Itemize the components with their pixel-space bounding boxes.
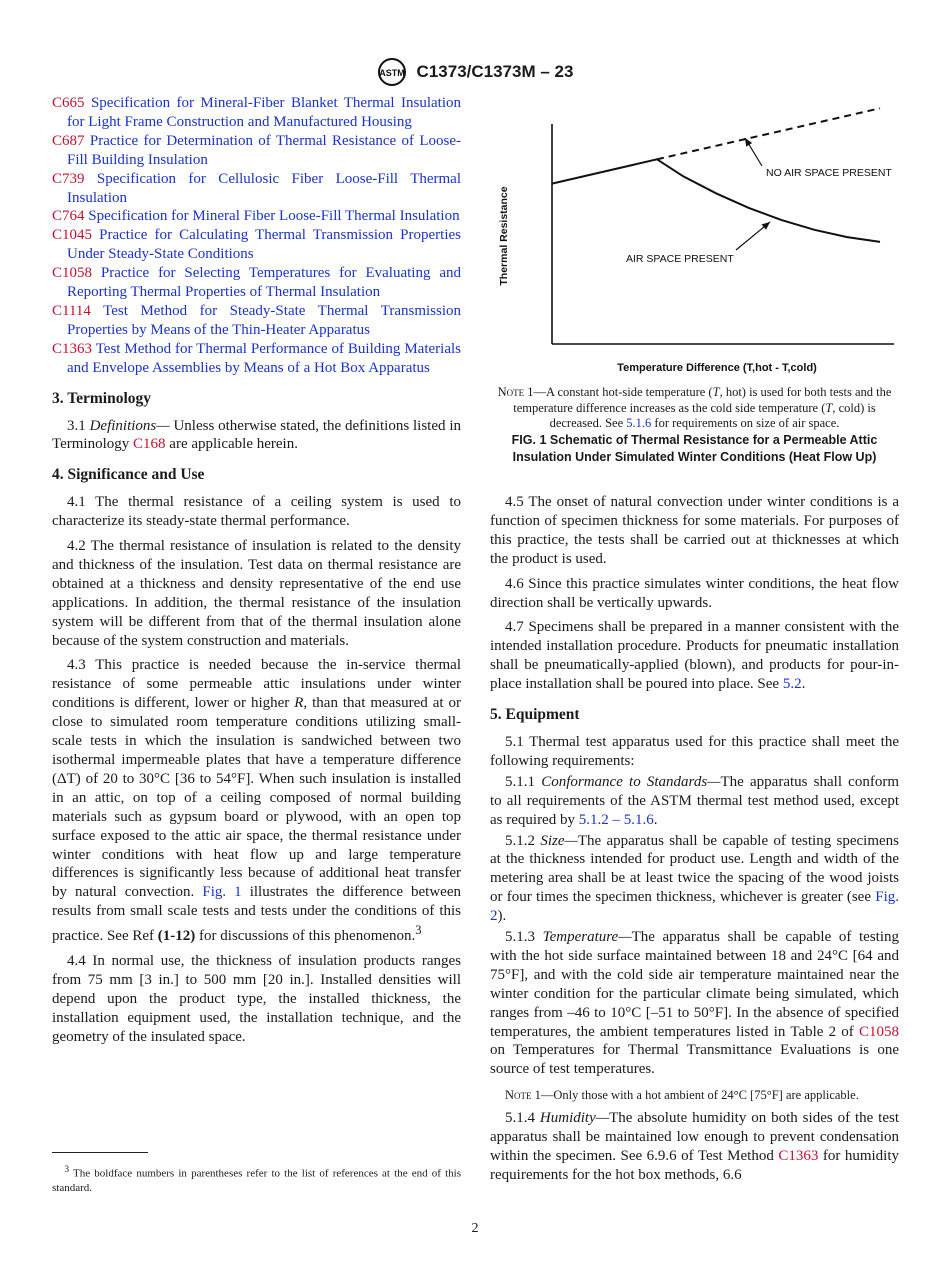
- paragraph-5-1-4: 5.1.4 Humidity—The absolute humidity on both sides of the test apparatus shall be maintained low enough to prevent condensation within the specimen. See 6.9.6 of Test Method C1363 for humidity requirements for the hot box methods, 6.6: [490, 1110, 900, 1183]
- figure-note: Note 1—A constant hot-side temperature (T, hot) is used for both tests and the temperature difference increases as the cold side temperature (T, cold) is decreased. See 5.1.6 for requirements on size of air space.: [497, 385, 892, 430]
- reference-title-link[interactable]: Test Method for Steady-State Thermal Transmission Properties by Means of the Thin-Heater Apparatus: [67, 302, 462, 338]
- section-heading-significance: 4. Significance and Use: [52, 466, 205, 484]
- y-axis-label: Thermal Resistance: [498, 186, 510, 286]
- reference-code-link[interactable]: C1363: [52, 340, 93, 357]
- paragraph-4-1: 4.1 The thermal resistance of a ceiling system is used to characterize its steady-state thermal performance.: [52, 494, 461, 530]
- svg-text:ASTM: ASTM: [378, 68, 405, 78]
- reference-link-c1058[interactable]: C1058: [858, 1023, 899, 1040]
- reference-code-link[interactable]: C1045: [52, 227, 93, 244]
- right-column: [490, 493, 899, 1191]
- paragraph-4-6: 4.6 Since this practice simulates winter conditions, the heat flow direction shall be vertically upwards.: [490, 575, 899, 611]
- figure-link-fig1[interactable]: Fig. 1: [202, 884, 242, 901]
- paragraph-5-1: 5.1 Thermal test apparatus used for this practice shall meet the following requirements:: [490, 733, 899, 769]
- reference-title-link[interactable]: Specification for Mineral Fiber Loose-Fill Thermal Insulation: [88, 208, 460, 225]
- section-link-5-1-6[interactable]: 5.1.6: [626, 416, 652, 430]
- document-title: C1373/C1373M – 23: [416, 62, 574, 81]
- figure-1-chart: [490, 96, 899, 378]
- footnote-rule: [52, 1152, 148, 1153]
- footnote: $^3$ The boldface numbers in parentheses refer to the list of references at the end of this standard.: [52, 1164, 461, 1195]
- annotation-no-air-space-arrowhead: [745, 138, 752, 147]
- page-header: [0, 57, 950, 87]
- reference-list: [52, 94, 461, 378]
- reference-item: [52, 94, 461, 132]
- section-heading-terminology: 3. Terminology: [52, 389, 152, 407]
- figure-link-fig2[interactable]: Fig. 2: [490, 889, 900, 925]
- reference-item: [52, 264, 461, 302]
- x-axis-label: Temperature Difference (T,hot - T,cold): [617, 362, 817, 374]
- reference-code-link[interactable]: C687: [52, 132, 85, 149]
- reference-code-link[interactable]: C739: [52, 170, 85, 187]
- reference-item: [52, 302, 461, 340]
- section-link-5-2[interactable]: 5.2: [782, 676, 802, 693]
- paragraph-4-2: 4.2 The thermal resistance of insulation is related to the density and thickness of the insulation. Test data on thermal resistance are obtained at a thickness and density representative of the end use applications. In addition, the thermal resistance of the insulation system will be different from that of the thermal insulation alone because of the system construction and materials.: [52, 538, 461, 649]
- reference-link-c1363[interactable]: C1363: [778, 1148, 819, 1165]
- page-number: 2: [471, 1221, 479, 1236]
- reference-title-link[interactable]: Practice for Calculating Thermal Transmission Properties Under Steady-State Conditions: [67, 227, 461, 263]
- paragraph-4-3: 4.3 This practice is needed because the in-service thermal resistance of some permeable attic insulations under winter conditions is different, lower or higher R, than that measured at or close to simulated room temperature conditions utilizing small-scale tests in which the insulation is sandwiched between two isothermal impermeable plates that have a temperature difference (ΔT) of 20 to 30°C [36 to 54°F]. When such insulation is installed in an attic, on top of a ceiling composed of normal building materials such as gypsum board or plywood, with an open top surface exposed to the attic air space, the thermal resistance under winter conditions with heat flow up and large temperature differences is significantly less because of additional heat transfer by natural convection. Fig. 1 illustrates the difference between results from small scale tests and tests under the conditions of this practice. See Ref (1-12) for discussions of this phenomenon.$^3$: [52, 657, 461, 945]
- reference-link-c168[interactable]: C168: [133, 436, 166, 453]
- astm-logo-icon: [377, 57, 407, 87]
- reference-title-link[interactable]: Specification for Mineral-Fiber Blanket Thermal Insulation for Light Frame Construction and Manufactured Housing: [67, 95, 461, 130]
- annotation-air-space: AIR SPACE PRESENT: [626, 253, 734, 265]
- figure-caption: FIG. 1 Schematic of Thermal Resistance for a Permeable Attic Insulation Under Simulated Winter Conditions (Heat Flow Up): [511, 433, 878, 464]
- paragraph-5-1-1: 5.1.1 Conformance to Standards—The apparatus shall conform to all requirements of the ASTM thermal test method used, except as required by 5.1.2 – 5.1.6.: [490, 773, 900, 828]
- paragraph-4-5: 4.5 The onset of natural convection under winter conditions is a function of specimen thickness for some materials. For purposes of this practice, the tests shall be carried out at thicknesses at which the product is used.: [490, 494, 899, 567]
- reference-item: [52, 170, 461, 208]
- references-link[interactable]: (1-12): [157, 928, 196, 945]
- reference-item: [52, 226, 461, 264]
- paragraph-5-1-3: 5.1.3 Temperature—The apparatus shall be capable of testing with the hot side surface maintained between 18 and 24°C [64 and 75°F], and with the cold side air temperature maintained near the winter condition for the particular climate being simulated, which ranges from –46 to 10°C [–51 to 50°F]. In the absence of specified temperatures, the ambient temperatures listed in Table 2 of C1058 on Temperatures for Thermal Transmittance Evaluations is one source of test temperatures.: [490, 929, 900, 1078]
- reference-item: [52, 132, 461, 170]
- paragraph-3-1: 3.1 Definitions— Unless otherwise stated, the definitions listed in Terminology C168 are applicable herein.: [52, 417, 462, 453]
- section-link-5-1-2-5-1-6[interactable]: 5.1.2 – 5.1.6: [578, 811, 654, 828]
- reference-item: [52, 207, 461, 226]
- reference-code-link[interactable]: C665: [52, 95, 85, 111]
- reference-code-link[interactable]: C1114: [52, 302, 91, 319]
- reference-title-link[interactable]: Specification for Cellulosic Fiber Loose-Fill Thermal Insulation: [67, 170, 461, 206]
- left-column: [52, 94, 461, 1053]
- annotation-no-air-space: NO AIR SPACE PRESENT: [766, 167, 892, 179]
- reference-item: [52, 340, 461, 378]
- reference-code-link[interactable]: C764: [52, 208, 85, 225]
- paragraph-5-1-2: 5.1.2 Size—The apparatus shall be capable of testing specimens at the thickness intended for product use. Length and width of the metering area shall be at least twice the spacing of the wood joists or four times the specimen thickness, whichever is greater (see Fig. 2).: [490, 832, 900, 925]
- paragraph-4-4: 4.4 In normal use, the thickness of insulation products ranges from 75 mm [3 in.] to 500 mm [20 in.]. Installed densities will depend upon the product type, the installed thickness, the installation equipment used, the installation technique, and the geometry of the insulated space.: [52, 953, 461, 1045]
- paragraph-4-7: 4.7 Specimens shall be prepared in a manner consistent with the intended installation procedure. Products for pneumatic installation shall be pneumatically-applied (blown), and products for pour-in-place installation shall be poured into place. See 5.2.: [490, 619, 899, 693]
- section-heading-equipment: 5. Equipment: [490, 706, 580, 724]
- reference-title-link[interactable]: Practice for Selecting Temperatures for Evaluating and Reporting Thermal Properties of Thermal Insulation: [67, 265, 461, 301]
- reference-title-link[interactable]: Practice for Determination of Thermal Resistance of Loose-Fill Building Insulation: [67, 132, 461, 168]
- footnote-marker[interactable]: 3: [415, 923, 422, 938]
- note-1: Note 1—Only those with a hot ambient of 24°C [75°F] are applicable.: [505, 1088, 859, 1103]
- series-line-no-air-space: [657, 108, 880, 159]
- reference-code-link[interactable]: C1058: [52, 265, 93, 282]
- reference-title-link[interactable]: Test Method for Thermal Performance of Building Materials and Envelope Assemblies by Means of a Hot Box Apparatus: [67, 340, 461, 376]
